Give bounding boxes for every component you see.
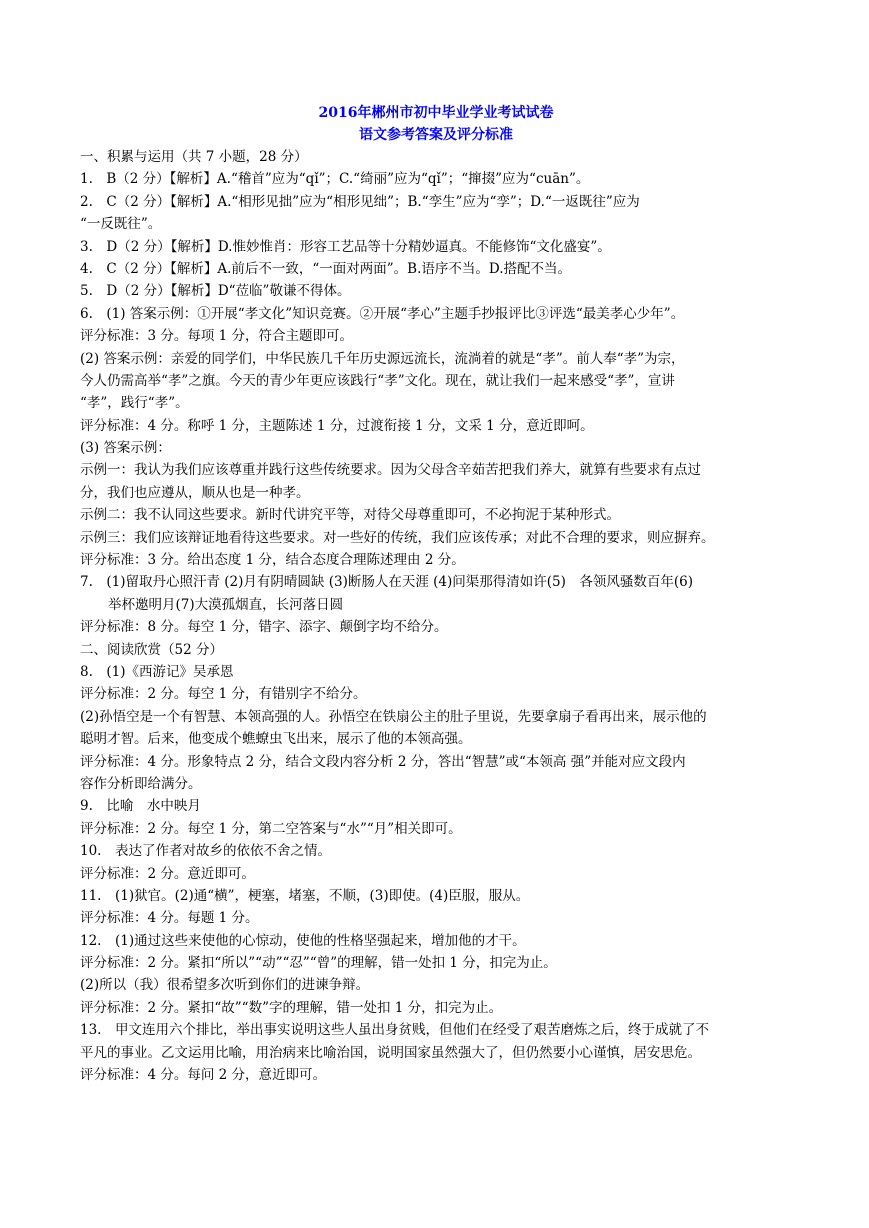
text-line: 评分标准：4 分。每问 2 分，意近即可。 [80,1067,327,1084]
text-line: 3. D（2 分）【解析】D.惟妙惟肖：形容工艺品等十分精妙逼真。不能修饰“文化盛宴”。 [80,238,611,255]
text-line: 评分标准：2 分。每空 1 分，有错别字不给分。 [80,686,367,703]
exam-title: 2016年郴州市初中毕业学业考试试卷 [318,105,554,121]
text-line: 12. (1)通过这些来使他的心惊动，使他的性格坚强起来，增加他的才干。 [80,932,526,949]
answer-content [80,102,792,1086]
text-line: 聪明才智。后来，他变成个蟭蟟虫飞出来，展示了他的本领高强。 [80,731,472,748]
text-line: 4. C（2 分）【解析】A.前后不一致，“一面对两面”。B.语序不当。D.搭配不当。 [80,260,572,277]
text-line: (2) 答案示例：亲爱的同学们，中华民族几千年历史源远流长，流淌着的就是“孝”。前人奉“孝”为宗， [80,350,685,367]
answer-lines [80,146,792,1086]
text-line: 示例一：我认为我们应该尊重并践行这些传统要求。因为父母含辛茹苦把我们养大，就算有些要求有点过 [80,462,701,479]
text-line: 一、积累与运用（共 7 小题，28 分） [80,149,308,165]
text-line: 7. (1)留取丹心照汗青 (2)月有阴晴圆缺 (3)断肠人在天涯 (4)问渠那得清如许(5) 各领风骚数百年(6) [80,574,693,591]
text-line: (3) 答案示例： [80,440,171,457]
text-line: 9. 比喻 水中映月 [80,798,201,815]
text-line: 6. (1) 答案示例：①开展“孝文化”知识竞赛。②开展“孝心”主题手抄报评比③评选“最美孝心少年”。 [80,305,685,322]
text-line: (2)所以（我）很希望多次听到你们的进谏争辩。 [80,977,370,994]
text-line: “一反既往”。 [80,216,162,233]
text-line: 二、阅读欣赏（52 分） [80,641,223,658]
text-line: 今人仍需高举“孝”之旗。今天的青少年更应该践行“孝”文化。现在，就让我们一起来感受“孝”，宣讲 [80,372,675,389]
text-line: 容作分析即给满分。 [80,775,202,792]
text-line: 评分标准：2 分。紧扣“所以”“动”“忍”“曾”的理解，错一处扣 1 分，扣完为止。 [80,955,557,972]
text-line: 10. 表达了作者对故乡的依依不舍之情。 [80,843,331,860]
text-line: 评分标准：2 分。意近即可。 [80,865,255,882]
text-line: “孝”，践行“孝”。 [80,395,189,412]
exam-subtitle: 语文参考答案及评分标准 [359,127,513,143]
text-line: 示例二：我不认同这些要求。新时代讲究平等，对待父母尊重即可，不必拘泥于某种形式。 [80,507,620,524]
text-line: 举杯邀明月(7)大漠孤烟直，长河落日圆 [108,596,344,613]
text-line: 评分标准：2 分。每空 1 分，第二空答案与“水”“月”相关即可。 [80,820,462,837]
text-line: 评分标准：4 分。每题 1 分。 [80,910,259,927]
text-line: 评分标准：3 分。每项 1 分，符合主题即可。 [80,328,354,345]
text-line: 平凡的事业。乙文运用比喻，用治病来比喻治国，说明国家虽然强大了，但仍然要小心谨慎，居安思危。 [80,1044,701,1061]
text-line: 评分标准：2 分。紧扣“故”“数”字的理解，错一处扣 1 分，扣完为止。 [80,999,503,1016]
text-line: 评分标准：8 分。每空 1 分，错字、添字、颠倒字均不给分。 [80,619,448,636]
text-line: 分，我们也应遵从，顺从也是一种孝。 [80,484,310,501]
text-line: 5. D（2 分）【解析】D“莅临”敬谦不得体。 [80,283,351,300]
text-line: 评分标准：3 分。给出态度 1 分，结合态度合理陈述理由 2 分。 [80,552,465,569]
text-line: 评分标准：4 分。形象特点 2 分，结合文段内容分析 2 分，答出“智慧”或“本领高 强”并能对应文段内 [80,753,686,770]
text-line: 8. (1)《西游记》吴承恩 [80,663,234,680]
text-line: 示例三：我们应该辩证地看待这些要求。对一些好的传统，我们应该传承；对此不合理的要求，则应摒弃。 [80,529,715,546]
text-line: 13. 甲文连用六个排比，举出事实说明这些人虽出身贫贱，但他们在经受了艰苦磨炼之后，终于成就了不 [80,1022,709,1039]
text-line: 11. (1)狱官。(2)通“横”，梗塞，堵塞，不顺，(3)即使。(4)臣服，服从。 [80,887,530,904]
text-line: 评分标准：4 分。称呼 1 分，主题陈述 1 分，过渡衔接 1 分，文采 1 分，意近即呵。 [80,417,594,434]
text-line: 1. B（2 分）【解析】A.“稽首”应为“qǐ”；C.“绮丽”应为“qǐ”；“撺掇”应为“cuān”。 [80,171,590,188]
text-line: (2)孙悟空是一个有智慧、本领高强的人。孙悟空在铁扇公主的肚子里说，先要拿扇子看再出来，展示他的 [80,708,707,725]
text-line: 2. C（2 分）【解析】A.“相形见拙”应为“相形见绌”；B.“孪生”应为“孪”；D.“一返既往”应为 [80,193,640,210]
